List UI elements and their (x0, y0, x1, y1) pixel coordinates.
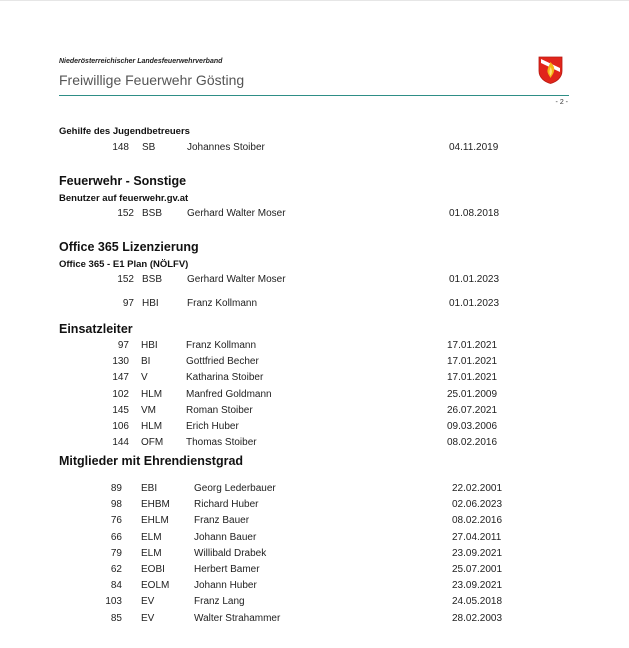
member-name: Johann Huber (194, 580, 257, 592)
member-name: Roman Stoiber (186, 404, 253, 416)
page-number: - 2 - (555, 99, 568, 106)
member-name: Gerhard Walter Moser (187, 208, 286, 219)
member-date: 22.02.2001 (452, 483, 503, 494)
member-date: 01.08.2018 (449, 208, 500, 219)
member-rank: EOLM (141, 580, 170, 592)
member-date: 04.11.2019 (449, 142, 499, 153)
member-number: 102 (112, 388, 129, 400)
member-rank: EHBM (141, 499, 170, 511)
member-number: 62 (110, 564, 122, 575)
member-name: Thomas Stoiber (186, 437, 257, 449)
member-number: 152 (117, 208, 134, 219)
member-name: Franz Kollmann (186, 340, 257, 351)
header-divider (59, 95, 569, 96)
member-number: 98 (110, 499, 122, 511)
section-heading-office: Office 365 Lizenzierung (59, 240, 199, 254)
member-name: Franz Bauer (194, 515, 250, 527)
member-rank: ELM (141, 531, 162, 543)
member-date: 01.01.2023 (449, 298, 500, 309)
member-number: 145 (112, 404, 129, 416)
member-number: 89 (110, 483, 122, 494)
member-date: 17.01.2021 (447, 372, 498, 384)
member-number: 144 (112, 437, 129, 449)
member-number: 97 (117, 340, 129, 351)
member-name: Johann Bauer (194, 531, 257, 543)
section-heading-ehren: Mitglieder mit Ehrendienstgrad (59, 454, 244, 468)
member-date: 08.02.2016 (452, 515, 503, 527)
member-name: Katharina Stoiber (186, 372, 264, 384)
member-rank: EHLM (141, 515, 169, 527)
section-heading-sonstige: Feuerwehr - Sonstige (59, 174, 187, 188)
member-rank: VM (141, 404, 156, 416)
member-name: Willibald Drabek (194, 547, 267, 559)
member-rank: BSB (142, 208, 163, 219)
member-number: 79 (110, 547, 122, 559)
member-number: 85 (110, 612, 122, 624)
member-name: Erich Huber (186, 421, 239, 432)
member-date: 25.01.2009 (447, 388, 498, 400)
member-date: 17.01.2021 (447, 356, 498, 368)
fire-brigade-logo-icon (538, 56, 563, 84)
member-date: 17.01.2021 (447, 340, 498, 351)
page-title: Freiwillige Feuerwehr Gösting (59, 72, 245, 88)
member-rank: EV (141, 596, 155, 608)
member-date: 28.02.2003 (452, 612, 503, 624)
member-rank: HLM (141, 388, 163, 400)
member-rank: HBI (142, 298, 159, 309)
member-date: 23.09.2021 (452, 547, 503, 559)
member-name: Herbert Bamer (194, 564, 260, 575)
member-name: Gerhard Walter Moser (187, 274, 286, 285)
member-rank: BSB (142, 274, 163, 285)
member-name: Richard Huber (194, 499, 259, 511)
section-heading-gehilfe: Gehilfe des Jugendbetreuers (59, 126, 190, 137)
member-number: 103 (105, 596, 122, 608)
member-number: 106 (112, 421, 129, 432)
member-rank: HBI (141, 340, 158, 351)
member-number: 152 (117, 274, 134, 285)
member-number: 66 (110, 531, 122, 543)
member-number: 84 (110, 580, 122, 592)
member-name: Gottfried Becher (186, 356, 259, 368)
member-rank: BI (141, 356, 151, 368)
member-rank: SB (142, 142, 156, 153)
member-name: Georg Lederbauer (194, 483, 276, 494)
member-date: 27.04.2011 (452, 531, 502, 543)
member-number: 97 (122, 298, 134, 309)
member-date: 02.06.2023 (452, 499, 503, 511)
member-name: Manfred Goldmann (186, 388, 272, 400)
subsection-heading-benutzer: Benutzer auf feuerwehr.gv.at (59, 193, 189, 204)
member-rank: V (141, 372, 148, 384)
member-number: 76 (110, 515, 122, 527)
member-rank: ELM (141, 547, 162, 559)
member-date: 09.03.2006 (447, 421, 498, 432)
member-name: Walter Strahammer (194, 612, 281, 624)
member-rank: HLM (141, 421, 163, 432)
subsection-heading-office-plan: Office 365 - E1 Plan (NÖLFV) (59, 259, 189, 270)
organization-name: Niederösterreichischer Landesfeuerwehrverband (59, 58, 223, 65)
member-name: Franz Kollmann (187, 298, 258, 309)
member-rank: EOBI (141, 564, 165, 575)
member-date: 01.01.2023 (449, 274, 500, 285)
member-date: 23.09.2021 (452, 580, 503, 592)
member-date: 24.05.2018 (452, 596, 503, 608)
member-number: 147 (112, 372, 129, 384)
member-rank: EV (141, 612, 155, 624)
section-heading-einsatzleiter: Einsatzleiter (59, 322, 133, 336)
member-number: 130 (112, 356, 129, 368)
member-rank: EBI (141, 483, 158, 494)
member-date: 08.02.2016 (447, 437, 498, 449)
member-name: Johannes Stoiber (187, 142, 265, 153)
member-date: 26.07.2021 (447, 404, 498, 416)
member-rank: OFM (141, 437, 164, 449)
member-date: 25.07.2001 (452, 564, 503, 575)
member-name: Franz Lang (194, 596, 245, 608)
member-number: 148 (112, 142, 129, 153)
page-top-border (0, 0, 629, 1)
